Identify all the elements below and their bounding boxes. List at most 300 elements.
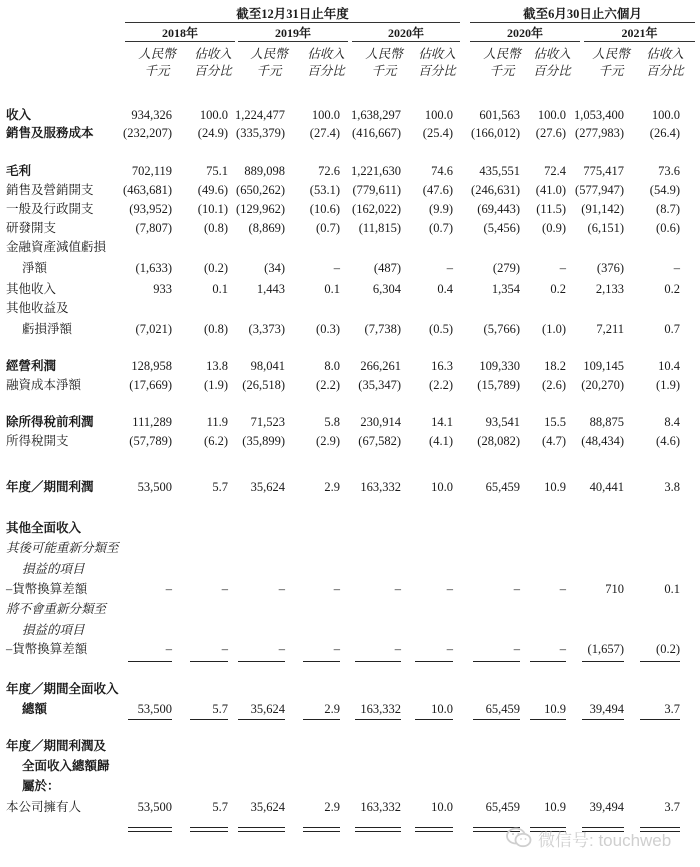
amount-cell: (1,657) [587,642,624,656]
amount-cell: (650,262) [236,183,285,197]
percent-cell: 74.6 [431,164,453,178]
table-row [0,539,700,557]
row-label: 其他收入 [6,282,57,296]
subtotal-rule [415,661,453,662]
amount-cell: (11,815) [358,221,401,235]
amount-cell: (6,151) [587,221,624,235]
header-year-ended-dec-31: 截至12月31日止年度 [236,7,349,21]
row-label: 其他收益及 [6,301,69,315]
amount-cell: (69,443) [477,202,520,216]
amount-cell: – [513,642,520,656]
row-label: –貨幣換算差額 [6,642,88,656]
amount-cell: (279) [492,261,520,275]
percent-cell: (27.4) [309,126,340,140]
subtotal-rule [473,661,520,662]
year-header: 2018年 [161,26,198,40]
table-row [0,621,700,639]
amount-cell: 163,332 [360,702,401,716]
subtotal-rule [640,661,680,662]
amount-cell: 40,441 [589,480,624,494]
percent-cell: (41.0) [535,183,566,197]
subtotal-rule [582,661,624,662]
table-row [0,200,700,218]
amount-cell: (35,347) [358,378,401,392]
percent-cell: (10.1) [197,202,228,216]
row-label: 本公司擁有人 [6,800,82,814]
amount-cell: 109,145 [583,359,624,373]
percent-cell: – [673,261,680,275]
amount-cell: (5,456) [483,221,520,235]
amount-cell: (26,518) [242,378,285,392]
row-label: 經營利潤 [6,359,57,373]
percent-cell: – [446,642,453,656]
unit-rmb-thousand [582,46,640,80]
row-label: 總額 [22,702,48,716]
table-row [0,320,700,338]
row-label: 年度／期間利潤及 [6,739,107,753]
subtotal-rule [238,719,285,720]
percent-cell: (26.4) [649,126,680,140]
subtotal-rule [530,661,566,662]
percent-cell: (0.2) [204,261,228,275]
percent-cell: (10.6) [309,202,340,216]
percent-cell: (25.4) [422,126,453,140]
percent-cell: 3.7 [664,702,680,716]
amount-cell: (779,611) [352,183,401,197]
amount-cell: (17,669) [129,378,172,392]
unit-line-1: 人民幣 [483,47,521,61]
amount-cell: 65,459 [485,480,520,494]
percent-cell: – [559,582,566,596]
row-label: 其他全面收入 [6,521,82,535]
amount-cell: – [165,582,172,596]
row-label: 收入 [6,108,32,122]
amount-cell: – [394,582,401,596]
unit-line-1: 人民幣 [592,47,630,61]
percent-cell: – [333,261,340,275]
percent-cell: (47.6) [422,183,453,197]
amount-cell: (416,667) [352,126,401,140]
row-label: 毛利 [6,164,32,178]
percent-cell: (0.7) [316,221,340,235]
table-row [0,700,700,718]
amount-cell: 6,304 [372,282,401,296]
percent-cell: – [221,582,228,596]
unit-line-1: 佔收入 [646,47,684,61]
row-label: 除所得稅前利潤 [6,415,94,429]
percent-cell: 0.4 [437,282,453,296]
total-double-rule [128,827,172,832]
amount-cell: (1,633) [135,261,172,275]
percent-cell: (2.9) [316,434,340,448]
amount-cell: 601,563 [479,108,520,122]
year-rule [238,41,348,42]
unit-line-2: 千元 [371,64,397,78]
unit-line-2: 百分比 [418,64,456,78]
percent-cell: 100.0 [311,108,340,122]
amount-cell: (93,952) [129,202,172,216]
table-row [0,560,700,578]
amount-cell: (487) [373,261,401,275]
amount-cell: 53,500 [137,480,172,494]
amount-cell: (20,270) [581,378,624,392]
table-row [0,798,700,816]
amount-cell: (162,022) [352,202,401,216]
amount-cell: 98,041 [250,359,285,373]
percent-cell: (4.1) [429,434,453,448]
year-rule [352,41,460,42]
total-double-rule [190,827,228,832]
percent-cell: 0.2 [550,282,566,296]
amount-cell: 128,958 [131,359,172,373]
amount-cell: 88,875 [589,415,624,429]
year-rule [584,41,695,42]
amount-cell: 1,638,297 [351,108,401,122]
row-label: 全面收入總額歸 [22,759,110,773]
unit-rmb-thousand [128,46,186,80]
percent-cell: 5.7 [212,800,228,814]
table-row [0,737,700,755]
amount-cell: 775,417 [583,164,624,178]
unit-line-2: 千元 [256,64,282,78]
amount-cell: 934,326 [131,108,172,122]
row-label: 虧損淨額 [22,322,73,336]
unit-pct-of-revenue [408,46,466,80]
year-header: 2021年 [621,26,658,40]
percent-cell: 5.8 [324,415,340,429]
amount-cell: (67,582) [358,434,401,448]
percent-cell: 13.8 [206,359,228,373]
unit-line-1: 佔收入 [194,47,232,61]
percent-cell: (0.9) [542,221,566,235]
row-label: 一般及行政開支 [6,202,94,216]
percent-cell: (2.6) [542,378,566,392]
row-label: 損益的項目 [22,562,85,576]
unit-line-2: 百分比 [307,64,345,78]
percent-cell: 5.7 [212,480,228,494]
percent-cell: 11.9 [206,415,228,429]
percent-cell: 100.0 [424,108,453,122]
subtotal-rule [415,719,453,720]
percent-cell: 10.9 [544,800,566,814]
amount-cell: (335,379) [236,126,285,140]
percent-cell: – [446,582,453,596]
unit-line-1: 人民幣 [250,47,288,61]
unit-pct-of-revenue [523,46,581,80]
watermark [506,819,698,857]
amount-cell: (15,789) [477,378,520,392]
percent-cell: 0.2 [664,282,680,296]
percent-cell: 5.7 [212,702,228,716]
amount-cell: (166,012) [471,126,520,140]
percent-cell: (49.6) [197,183,228,197]
percent-cell: 0.1 [664,582,680,596]
percent-cell: 0.1 [212,282,228,296]
amount-cell: (91,142) [581,202,624,216]
watermark-text: 微信号: touchweb [538,830,672,850]
amount-cell: (577,947) [575,183,624,197]
amount-cell: 39,494 [589,702,624,716]
row-label: 融資成本淨額 [6,378,82,392]
unit-line-1: 佔收入 [418,47,456,61]
amount-cell: (8,869) [248,221,285,235]
percent-cell: – [559,261,566,275]
percent-cell: (27.6) [535,126,566,140]
row-label: 金融資產減值虧損 [6,240,107,254]
percent-cell: (0.6) [656,221,680,235]
unit-line-2: 千元 [489,64,515,78]
percent-cell: – [221,642,228,656]
unit-pct-of-revenue [636,46,694,80]
amount-cell: 1,221,630 [351,164,401,178]
amount-cell: (232,207) [123,126,172,140]
total-double-rule [303,827,340,832]
table-row [0,106,700,124]
amount-cell: – [394,642,401,656]
amount-cell: 39,494 [589,800,624,814]
amount-cell: – [278,582,285,596]
amount-cell: 93,541 [485,415,520,429]
percent-cell: 15.5 [544,415,566,429]
amount-cell: (7,021) [135,322,172,336]
amount-cell: 71,523 [250,415,285,429]
subtotal-rule [582,719,624,720]
row-label: 年度／期間全面收入 [6,682,119,696]
amount-cell: (463,681) [123,183,172,197]
year-header: 2020年 [387,26,424,40]
amount-cell: – [513,582,520,596]
unit-rmb-thousand [240,46,298,80]
percent-cell: 0.7 [664,322,680,336]
amount-cell: 710 [605,582,624,596]
percent-cell: (6.2) [204,434,228,448]
unit-line-2: 百分比 [646,64,684,78]
table-row [0,124,700,142]
percent-cell: (8.7) [656,202,680,216]
table-row [0,432,700,450]
unit-rmb-thousand [355,46,413,80]
year-header: 2020年 [506,26,543,40]
percent-cell: 75.1 [206,164,228,178]
percent-cell: – [333,582,340,596]
amount-cell: (35,899) [242,434,285,448]
subtotal-rule [128,661,172,662]
amount-cell: (28,082) [477,434,520,448]
amount-cell: 1,443 [256,282,285,296]
percent-cell: 2.9 [324,480,340,494]
amount-cell: 1,224,477 [235,108,285,122]
percent-cell: 100.0 [651,108,680,122]
amount-cell: (48,434) [581,434,624,448]
total-double-rule [238,827,285,832]
percent-cell: 10.4 [658,359,680,373]
subtotal-rule [473,719,520,720]
table-row [0,680,700,698]
unit-line-1: 人民幣 [365,47,403,61]
table-row [0,280,700,298]
subtotal-rule [303,661,340,662]
percent-cell: (4.6) [656,434,680,448]
table-row [0,519,700,537]
percent-cell: (11.5) [536,202,566,216]
amount-cell: 230,914 [360,415,401,429]
subtotal-rule [128,719,172,720]
percent-cell: – [559,642,566,656]
amount-cell: (376) [596,261,624,275]
table-row [0,238,700,256]
wechat-icon [506,827,532,849]
percent-cell: (0.2) [656,642,680,656]
percent-cell: 72.6 [318,164,340,178]
amount-cell: (7,738) [364,322,401,336]
unit-line-2: 千元 [144,64,170,78]
amount-cell: 2,133 [595,282,624,296]
amount-cell: (3,373) [248,322,285,336]
table-row [0,777,700,795]
table-row [0,478,700,496]
table-row [0,413,700,431]
percent-cell: – [333,642,340,656]
subtotal-rule [303,719,340,720]
table-row [0,376,700,394]
percent-cell: (9.9) [429,202,453,216]
amount-cell: 111,289 [132,415,172,429]
unit-pct-of-revenue [297,46,355,80]
percent-cell: (0.7) [429,221,453,235]
unit-line-2: 百分比 [194,64,232,78]
row-label: 將不會重新分類至 [6,602,107,616]
year-rule [125,41,235,42]
table-row [0,600,700,618]
percent-cell: 10.0 [431,702,453,716]
subtotal-rule [530,719,566,720]
header-rule [125,22,460,23]
subtotal-rule [190,661,228,662]
table-row [0,299,700,317]
table-row [0,259,700,277]
subtotal-rule [190,719,228,720]
percent-cell: 10.0 [431,800,453,814]
subtotal-rule [355,719,401,720]
percent-cell: – [446,261,453,275]
table-row [0,640,700,658]
percent-cell: 14.1 [431,415,453,429]
percent-cell: 10.0 [431,480,453,494]
percent-cell: 10.9 [544,702,566,716]
amount-cell: 702,119 [131,164,172,178]
header-rule [470,22,695,23]
row-label: 研發開支 [6,221,57,235]
percent-cell: 100.0 [537,108,566,122]
table-row [0,219,700,237]
amount-cell: 163,332 [360,800,401,814]
table-row [0,580,700,598]
row-label: 屬於： [22,779,60,793]
percent-cell: (0.3) [316,322,340,336]
percent-cell: (1.9) [204,378,228,392]
unit-line-1: 佔收入 [307,47,345,61]
amount-cell: 933 [153,282,172,296]
row-label: 淨額 [22,261,48,275]
row-label: 其後可能重新分類至 [6,541,119,555]
amount-cell: 7,211 [596,322,624,336]
percent-cell: 3.7 [664,800,680,814]
percent-cell: (54.9) [649,183,680,197]
percent-cell: 2.9 [324,800,340,814]
unit-line-2: 百分比 [533,64,571,78]
row-label: 損益的項目 [22,623,85,637]
amount-cell: 163,332 [360,480,401,494]
percent-cell: (2.2) [316,378,340,392]
amount-cell: (5,766) [483,322,520,336]
amount-cell: (57,789) [129,434,172,448]
amount-cell: 35,624 [250,702,285,716]
amount-cell: 53,500 [137,800,172,814]
table-row [0,357,700,375]
percent-cell: 16.3 [431,359,453,373]
subtotal-rule [238,661,285,662]
percent-cell: (24.9) [197,126,228,140]
total-double-rule [355,827,401,832]
percent-cell: 100.0 [199,108,228,122]
amount-cell: (34) [264,261,285,275]
header-six-months-ended-jun-30: 截至6月30日止六個月 [523,7,642,21]
row-label: 銷售及營銷開支 [6,183,94,197]
subtotal-rule [355,661,401,662]
amount-cell: (7,807) [135,221,172,235]
percent-cell: (2.2) [429,378,453,392]
amount-cell: 65,459 [485,702,520,716]
percent-cell: 72.4 [544,164,566,178]
percent-cell: 2.9 [324,702,340,716]
percent-cell: (53.1) [309,183,340,197]
percent-cell: (4.7) [542,434,566,448]
amount-cell: 65,459 [485,800,520,814]
row-label: –貨幣換算差額 [6,582,88,596]
amount-cell: 53,500 [137,702,172,716]
amount-cell: – [278,642,285,656]
percent-cell: 3.8 [664,480,680,494]
amount-cell: 266,261 [360,359,401,373]
table-row [0,757,700,775]
amount-cell: 1,354 [491,282,520,296]
unit-line-1: 人民幣 [138,47,176,61]
percent-cell: 8.0 [324,359,340,373]
total-double-rule [415,827,453,832]
year-header: 2019年 [274,26,311,40]
amount-cell: 889,098 [244,164,285,178]
amount-cell: 435,551 [479,164,520,178]
row-label: 年度／期間利潤 [6,480,94,494]
percent-cell: 73.6 [658,164,680,178]
unit-line-1: 佔收入 [533,47,571,61]
percent-cell: (0.8) [204,221,228,235]
year-rule [470,41,580,42]
amount-cell: 109,330 [479,359,520,373]
subtotal-rule [640,719,680,720]
amount-cell: (129,962) [236,202,285,216]
percent-cell: 18.2 [544,359,566,373]
percent-cell: (1.9) [656,378,680,392]
amount-cell: (277,983) [575,126,624,140]
amount-cell: 1,053,400 [574,108,624,122]
row-label: 所得稅開支 [6,434,69,448]
percent-cell: (0.5) [429,322,453,336]
unit-pct-of-revenue [184,46,242,80]
amount-cell: 35,624 [250,800,285,814]
amount-cell: (246,631) [471,183,520,197]
percent-cell: 0.1 [324,282,340,296]
